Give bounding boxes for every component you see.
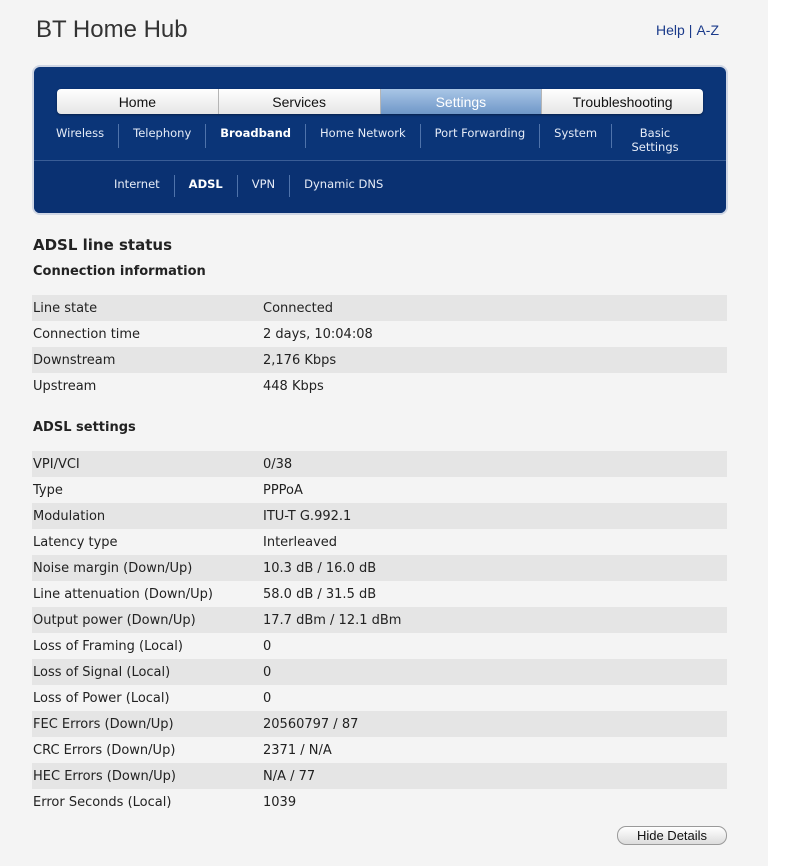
subsub-vpn[interactable]: VPN xyxy=(237,175,289,197)
table-row xyxy=(32,711,727,737)
az-link[interactable]: A-Z xyxy=(696,22,719,38)
tab-settings[interactable]: Settings xyxy=(381,89,543,114)
help-link[interactable]: Help xyxy=(656,22,685,38)
row-value: 1039 xyxy=(263,794,297,810)
row-label: CRC Errors (Down/Up) xyxy=(33,742,176,758)
table-row xyxy=(32,477,727,503)
row-value: Interleaved xyxy=(263,534,338,550)
row-label: Line state xyxy=(33,300,98,316)
right-margin xyxy=(768,0,812,866)
hide-details-button[interactable]: Hide Details xyxy=(617,826,727,845)
row-label: HEC Errors (Down/Up) xyxy=(33,768,176,784)
table-row xyxy=(32,581,727,607)
tab-troubleshooting[interactable]: Troubleshooting xyxy=(542,89,703,114)
row-value: 2371 / N/A xyxy=(263,742,332,758)
navigation-panel xyxy=(34,67,726,213)
row-value: 20560797 / 87 xyxy=(263,716,359,732)
row-value: Connected xyxy=(263,300,334,316)
page-title: ADSL line status xyxy=(33,236,172,254)
row-label: Type xyxy=(33,482,63,498)
settings-table xyxy=(32,451,727,815)
table-row xyxy=(32,763,727,789)
tab-services[interactable]: Services xyxy=(219,89,381,114)
table-row xyxy=(32,789,727,815)
row-value: 448 Kbps xyxy=(263,378,324,394)
row-value: 17.7 dBm / 12.1 dBm xyxy=(263,612,402,628)
settings-heading: ADSL settings xyxy=(33,420,136,435)
row-label: VPI/VCI xyxy=(33,456,80,472)
settings-subnav xyxy=(48,124,698,164)
subnav-port-forwarding[interactable]: Port Forwarding xyxy=(420,124,539,148)
row-value: 0/38 xyxy=(263,456,293,472)
row-label: Loss of Power (Local) xyxy=(33,690,170,706)
row-value: 0 xyxy=(263,664,272,680)
subnav-basic-settings[interactable]: Basic Settings xyxy=(611,124,698,148)
table-row xyxy=(32,659,727,685)
table-row xyxy=(32,347,727,373)
row-label: Output power (Down/Up) xyxy=(33,612,196,628)
row-label: Connection time xyxy=(33,326,141,342)
row-label: Downstream xyxy=(33,352,116,368)
broadband-subnav xyxy=(100,175,397,197)
subsub-dynamic-dns[interactable]: Dynamic DNS xyxy=(289,175,397,197)
brand-title: BT Home Hub xyxy=(36,16,188,43)
subsub-internet[interactable]: Internet xyxy=(114,177,160,191)
row-value: 10.3 dB / 16.0 dB xyxy=(263,560,377,576)
row-label: Noise margin (Down/Up) xyxy=(33,560,193,576)
table-row xyxy=(32,321,727,347)
subsub-adsl[interactable]: ADSL xyxy=(174,175,237,197)
row-label: Upstream xyxy=(33,378,97,394)
table-row xyxy=(32,529,727,555)
main-tabs xyxy=(57,89,703,114)
row-label: Modulation xyxy=(33,508,106,524)
row-value: 2 days, 10:04:08 xyxy=(263,326,373,342)
table-row xyxy=(32,503,727,529)
connection-table xyxy=(32,295,727,399)
row-label: Line attenuation (Down/Up) xyxy=(33,586,213,602)
connection-heading: Connection information xyxy=(33,264,206,279)
row-label: Error Seconds (Local) xyxy=(33,794,172,810)
table-row xyxy=(32,685,727,711)
row-value: ITU-T G.992.1 xyxy=(263,508,352,524)
table-row xyxy=(32,607,727,633)
row-label: Latency type xyxy=(33,534,118,550)
top-links-separator: | xyxy=(688,22,693,38)
table-row xyxy=(32,295,727,321)
table-row xyxy=(32,451,727,477)
table-row xyxy=(32,633,727,659)
subnav-wireless[interactable]: Wireless xyxy=(56,126,105,140)
table-row xyxy=(32,373,727,399)
row-value: 58.0 dB / 31.5 dB xyxy=(263,586,377,602)
subnav-system[interactable]: System xyxy=(539,124,611,148)
table-row xyxy=(32,737,727,763)
tab-home[interactable]: Home xyxy=(57,89,219,114)
table-row xyxy=(32,555,727,581)
row-value: 2,176 Kbps xyxy=(263,352,337,368)
row-label: Loss of Framing (Local) xyxy=(33,638,183,654)
subnav-home-network[interactable]: Home Network xyxy=(305,124,420,148)
row-label: Loss of Signal (Local) xyxy=(33,664,171,680)
row-value: 0 xyxy=(263,690,272,706)
top-links xyxy=(656,22,719,38)
subnav-telephony[interactable]: Telephony xyxy=(118,124,205,148)
row-value: PPPoA xyxy=(263,482,303,498)
row-value: N/A / 77 xyxy=(263,768,316,784)
row-label: FEC Errors (Down/Up) xyxy=(33,716,174,732)
row-value: 0 xyxy=(263,638,272,654)
subnav-broadband[interactable]: Broadband xyxy=(205,124,305,148)
